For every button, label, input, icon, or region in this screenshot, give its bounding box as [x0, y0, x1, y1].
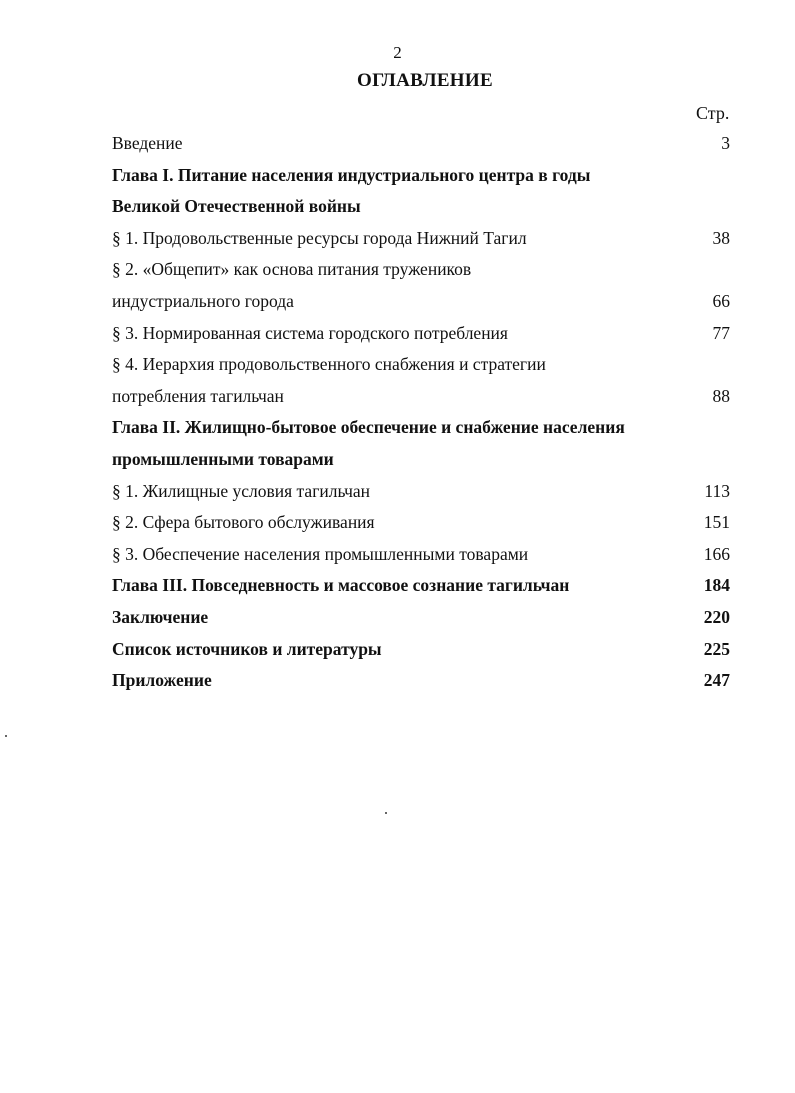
toc-entry-page: 3: [721, 133, 730, 153]
page-column-label: Стр.: [696, 103, 730, 123]
toc-entry: [112, 254, 730, 286]
toc-entry-title: § 2. «Общепит» как основа питания тружеников: [112, 259, 472, 280]
scan-speck: [5, 735, 7, 737]
toc-entry: [112, 286, 730, 318]
toc-entry: [112, 223, 730, 255]
toc-entry: [112, 318, 730, 350]
scan-speck: [385, 812, 387, 814]
toc-entry-title: § 1. Жилищные условия тагильчан: [112, 480, 371, 501]
toc-entry-title: Глава III. Повседневность и массовое сознание тагильчан: [112, 575, 570, 596]
toc-entry-title: Великой Отечественной войны: [112, 196, 361, 217]
page-title: ОГЛАВЛЕНИЕ: [357, 70, 493, 91]
toc-entry-title: Заключение: [112, 606, 209, 627]
toc-entry-title: § 4. Иерархия продовольственного снабжения и стратегии: [112, 354, 546, 375]
toc-entry-page: 77: [712, 322, 730, 343]
toc-entry-title: промышленными товарами: [112, 448, 334, 469]
toc-entry-title: Список источников и литературы: [112, 638, 382, 659]
table-of-contents: [112, 128, 730, 697]
toc-entry-title: потребления тагильчан: [112, 385, 284, 406]
toc-entry: [112, 665, 730, 697]
toc-entry: [112, 507, 730, 539]
toc-entry: [112, 444, 730, 476]
toc-entry-page: 66: [712, 290, 730, 311]
toc-entry-page: 151: [703, 512, 730, 533]
toc-entry-title: Глава II. Жилищно-бытовое обеспечение и снабжение населения: [112, 417, 625, 438]
toc-entry-title: § 3. Нормированная система городского потребления: [112, 322, 508, 343]
toc-entry-title: Глава I. Питание населения индустриального центра в годы: [112, 164, 591, 185]
toc-entry-title: Введение: [112, 133, 183, 153]
toc-entry-title: § 2. Сфера бытового обслуживания: [112, 512, 375, 533]
toc-entry-title: § 1. Продовольственные ресурсы города Нижний Тагил: [112, 227, 527, 248]
toc-entry-page: 88: [712, 385, 730, 406]
toc-entry: [112, 160, 730, 192]
toc-entry-page: 38: [712, 227, 730, 248]
page-number: 2: [393, 43, 402, 62]
toc-entry-page: 113: [704, 480, 730, 501]
toc-entry-page: 247: [703, 670, 730, 691]
toc-entry-title: Приложение: [112, 670, 212, 691]
toc-entry: [112, 570, 730, 602]
toc-entry: [112, 539, 730, 571]
toc-entry-title: § 3. Обеспечение населения промышленными товарами: [112, 543, 529, 564]
toc-entry-page: 184: [703, 575, 730, 596]
toc-entry: [112, 412, 730, 444]
toc-entry-page: 225: [703, 638, 730, 659]
toc-entry-page: 166: [703, 543, 730, 564]
toc-entry: [112, 602, 730, 634]
toc-entry: [112, 476, 730, 508]
toc-entry: [112, 634, 730, 666]
toc-entry: [112, 128, 730, 160]
toc-entry: [112, 381, 730, 413]
toc-entry-title: индустриального города: [112, 290, 294, 311]
toc-entry-page: 220: [703, 606, 730, 627]
toc-entry: [112, 349, 730, 381]
toc-entry: [112, 191, 730, 223]
